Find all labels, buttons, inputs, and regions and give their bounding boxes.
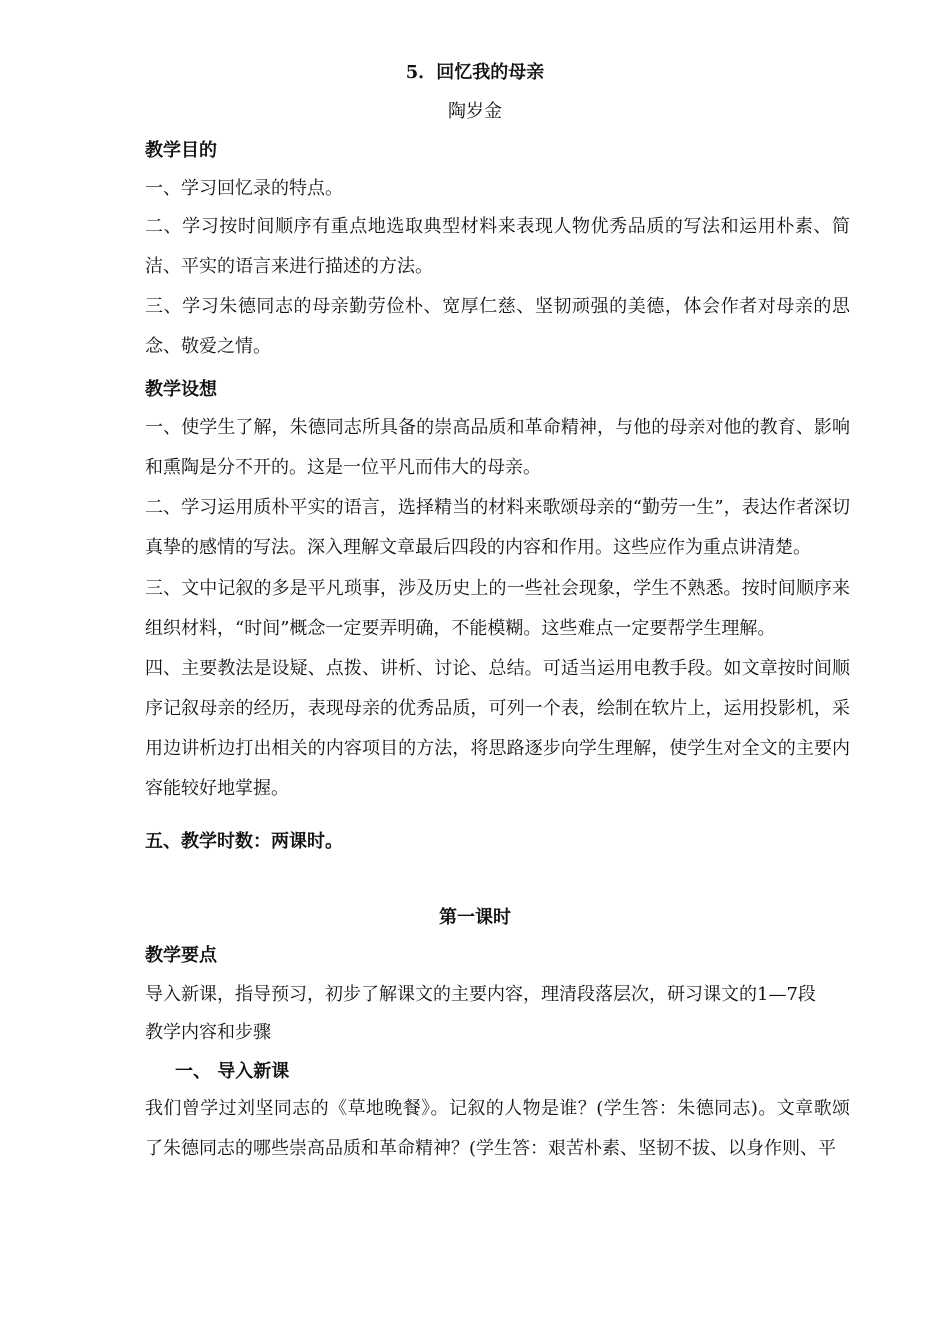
lesson1-points-heading: 教学要点 xyxy=(145,945,217,966)
document-title: 5．回忆我的母亲 xyxy=(405,62,545,83)
objective-item-3: 三、学习朱德同志的母亲勤劳俭朴、宽厚仁慈、坚韧顽强的美德，体会作者对母亲的思念、敬爱之情。 xyxy=(145,296,850,357)
design-item-1: 一、使学生了解，朱德同志所具备的崇高品质和革命精神，与他的母亲对他的教育、影响和熏陶是分不开的。这是一位平凡而伟大的母亲。 xyxy=(145,417,850,478)
objective-item-1: 一、学习回忆录的特点。 xyxy=(145,178,343,199)
objectives-heading: 教学目的 xyxy=(145,140,217,161)
design-item-3: 三、文中记叙的多是平凡琐事，涉及历史上的一些社会现象，学生不熟悉。按时间顺序来组织材料，“时间”概念一定要弄明确，不能模糊。这些难点一定要帮学生理解。 xyxy=(145,578,850,639)
lesson1-points-text: 导入新课，指导预习，初步了解课文的主要内容，理清段落层次，研习课文的1—7段 xyxy=(145,984,816,1005)
step1-heading: 一、 导入新课 xyxy=(175,1061,290,1082)
teaching-hours: 五、教学时数：两课时。 xyxy=(145,831,343,852)
author-name: 陶岁金 xyxy=(448,101,502,122)
objective-item-2: 二、学习按时间顺序有重点地选取典型材料来表现人物优秀品质的写法和运用朴素、简洁、平实的语言来进行描述的方法。 xyxy=(145,216,850,277)
design-item-4: 四、主要教法是设疑、点拨、讲析、讨论、总结。可适当运用电教手段。如文章按时间顺序记叙母亲的经历，表现母亲的优秀品质，可列一个表，绘制在软片上，运用投影机，采用边讲析边打出相关的内容项目的方法，将思路逐步向学生理解，使学生对全文的主要内容能较好地掌握。 xyxy=(145,658,850,799)
lesson1-title: 第一课时 xyxy=(439,907,511,928)
design-item-2: 二、学习运用质朴平实的语言，选择精当的材料来歌颂母亲的“勤劳一生”，表达作者深切真挚的感情的写法。深入理解文章最后四段的内容和作用。这些应作为重点讲清楚。 xyxy=(145,497,850,558)
lesson1-steps-heading: 教学内容和步骤 xyxy=(145,1022,271,1043)
step1-text: 我们曾学过刘坚同志的《草地晚餐》。记叙的人物是谁？(学生答：朱德同志)。文章歌颂了朱德同志的哪些崇高品质和革命精神？(学生答：艰苦朴素、坚韧不拔、以身作则、平 xyxy=(145,1098,850,1159)
design-heading: 教学设想 xyxy=(145,379,217,400)
